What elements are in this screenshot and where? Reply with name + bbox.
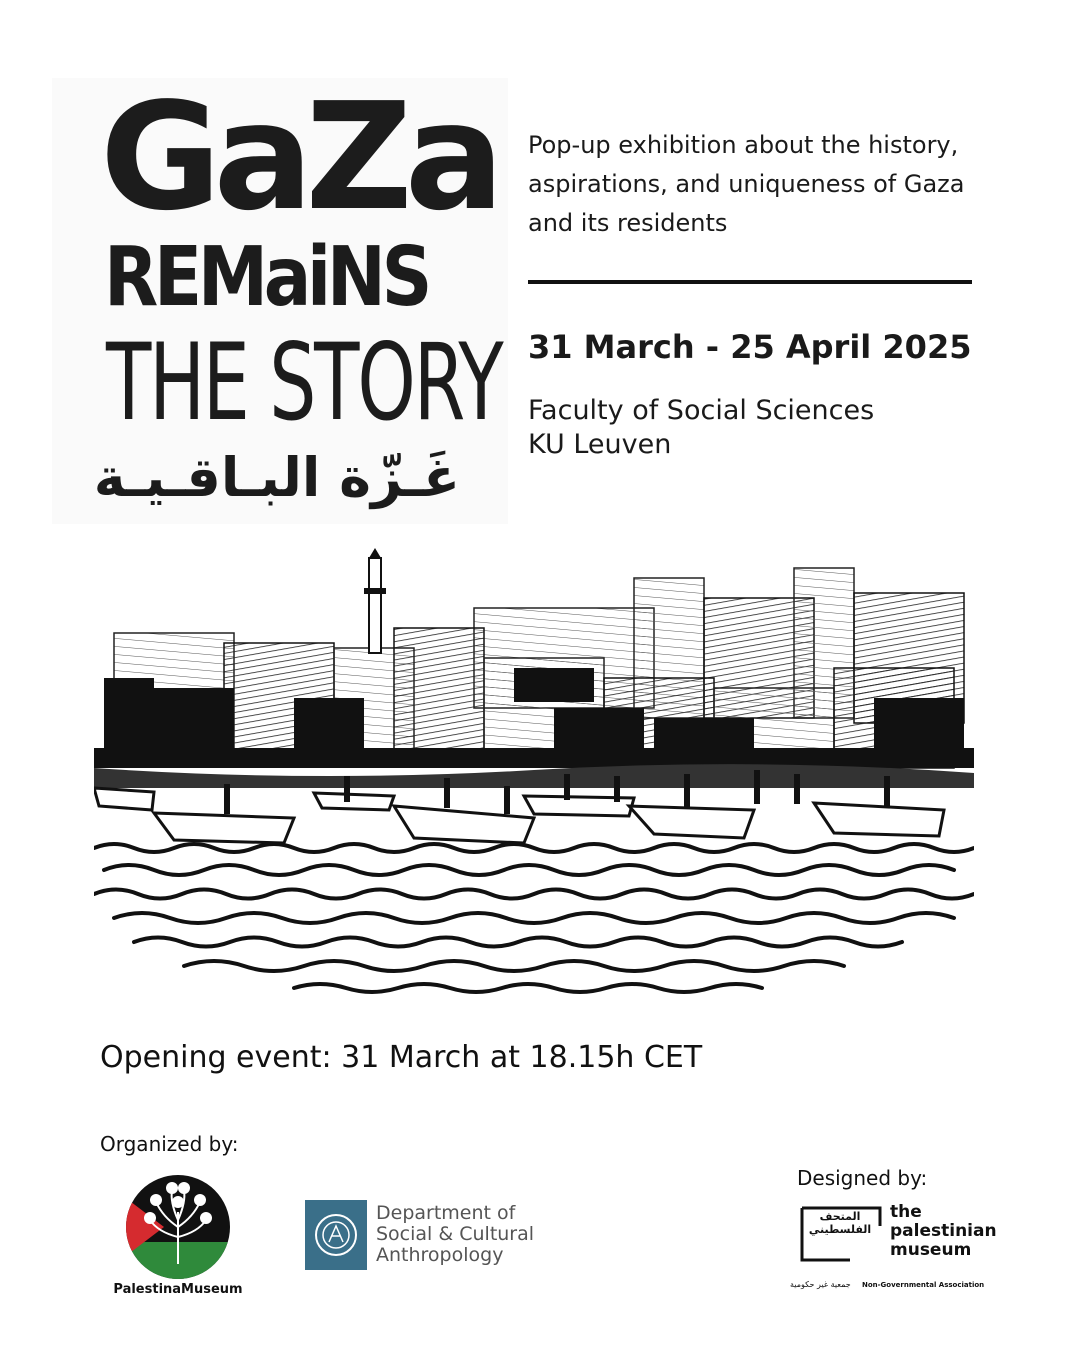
- palestina-museum-logo: [118, 1172, 238, 1282]
- palestinian-museum-name: [890, 1203, 997, 1260]
- palestinian-museum-arabic: المتحف الفلسطيني: [808, 1210, 872, 1236]
- sea-waves: [94, 844, 974, 992]
- anthropology-logo: [305, 1200, 367, 1270]
- venue-faculty: Faculty of Social Sciences: [528, 395, 875, 426]
- ngo-label-arabic: جمعية غير حكومية: [790, 1280, 851, 1289]
- divider: [528, 280, 972, 284]
- venue: [528, 394, 874, 462]
- harbor-sketch-illustration: [94, 548, 974, 1010]
- exhibition-dates: 31 March - 25 April 2025: [528, 328, 972, 366]
- title-gaza: GaZa: [100, 71, 497, 243]
- fishing-boats: [94, 788, 944, 843]
- tpm-line-1: the: [890, 1202, 922, 1222]
- anthropology-line-1: Department of: [376, 1202, 516, 1224]
- palestina-museum-name: PalestinaMuseum: [113, 1282, 243, 1297]
- title-remains: REMaiNS: [104, 230, 429, 325]
- venue-university: KU Leuven: [528, 429, 672, 460]
- tpm-line-3: museum: [890, 1240, 972, 1260]
- anthropology-line-2: Social & Cultural: [376, 1223, 535, 1245]
- anthropology-line-3: Anthropology: [376, 1244, 504, 1266]
- designed-by-label: Designed by:: [797, 1166, 928, 1190]
- tpm-line-2: palestinian: [890, 1221, 997, 1241]
- city-skyline: [94, 548, 974, 768]
- anthropology-emblem-icon: [305, 1200, 367, 1270]
- anthropology-department-name: [376, 1203, 534, 1266]
- title-arabic: غَـزّة البـاقـيـة: [93, 446, 460, 509]
- ngo-label: Non-Governmental Association: [862, 1281, 985, 1289]
- opening-event: Opening event: 31 March at 18.15h CET: [100, 1040, 703, 1075]
- title-the-story: THE STORY: [106, 321, 502, 444]
- exhibition-description: Pop-up exhibition about the history, aspirations, and uniqueness of Gaza and its residents: [528, 131, 965, 237]
- organized-by-label: Organized by:: [100, 1132, 239, 1156]
